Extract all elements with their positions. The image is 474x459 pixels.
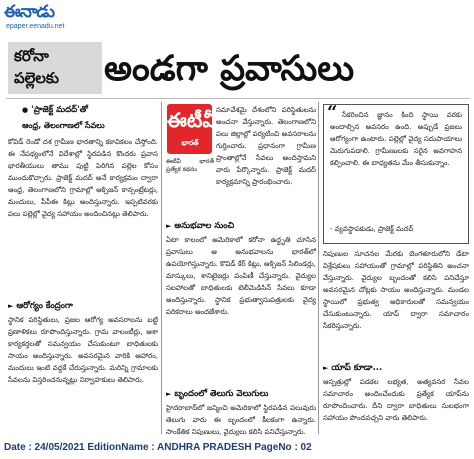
headline-divider: [6, 98, 470, 99]
quote-mark-icon: “: [327, 102, 338, 123]
arrow-right-icon: ►: [323, 364, 329, 372]
middle-section2-heading: [166, 388, 268, 400]
eenadu-logo[interactable]: ఈనాడు: [4, 2, 55, 22]
site-url[interactable]: epaper.eenadu.net: [6, 23, 65, 30]
edition-footer: Date : 24/05/2021 EditionName : ANDHRA PRADESH PageNo : 02: [4, 442, 312, 453]
middle-section-heading: [166, 220, 234, 232]
right-section-heading: [323, 362, 382, 374]
column-divider-left: [161, 102, 162, 434]
middle-section-heading-text: అనుభవాల నుంచి: [174, 221, 235, 231]
kicker-line-2: పల్లెలకు: [14, 69, 59, 87]
left-intro-body: కోవిడ్ రెండో దశ గ్రామీణ భారతాన్ని కకావికలం చేస్తోంది. ఈ నేపథ్యంలోనే విదేశాల్లో స్థిరపడిన కొందరు ప్రవాస భారతీయులు తాము పుట్టి పెరిగిన పల్లెల కోసం ముందుకొచ్చారు. ప్రాజెక్ట్ మదద్ అనే కార్యక్రమం ద్వారా ఆంధ్ర, తెలంగాణలోని గ్రామాల్లో ఆక్సిజన్ కాన్సంట్రేటర్లు, మందులు, పీపీఈ కిట్లు అందిస్తున్నారు. ఇప్పటివరకు పలు పల్లెల్లో వైద్య సహాయం అందించినట్లు తెలిపారు.: [8, 138, 158, 218]
left-section2-body: స్థానిక పరిస్థితులు, ప్రజల ఆరోగ్య అవసరాలను బట్టి ప్రణాళికలు రూపొందిస్తున్నారు. గ్రామ వాలంటీర్లు, ఆశా కార్యకర్తలతో సమన్వయం చేసుకుంటూ బాధితులకు సాయం అందిస్తున్నారు. అవసరమైన వారికి ఆహారం, మందులు ఇంటి వద్దకే చేరుస్తున్నారు. మరిన్ని గ్రామాలకు సేవలను విస్తరించనున్నట్లు నిర్వాహకులు తెలిపారు.: [8, 316, 158, 384]
middle-section2-body: హైదరాబాద్‌లో జన్మించి అమెరికాలో స్థిరపడిన పలువురు తెలుగు వారు ఈ బృందంలో కీలకంగా ఉన్నారు. సాంకేతిక నిపుణులు, వైద్యులు కలిసి పనిచేస్తున్నారు.: [166, 404, 316, 436]
headline-kicker: [8, 42, 102, 94]
column-divider-right: [318, 102, 319, 434]
masthead: [4, 2, 65, 32]
etv-logo-text: ఈటీవీ: [167, 110, 217, 132]
middle-section-body: ఏటా కాలంలో అమెరికాలో కరోనా ఉద్ధృతి చూసిన ప్రవాసులు ఆ అనుభవాలను భారత్‌లో ఉపయోగిస్తున్నారు. కొవిడ్ కేర్ కిట్లు, ఆక్సిజన్ సిలిండర్లు, మాస్కులు, శానిటైజర్లు పంపిణీ చేస్తున్నారు. వైద్యుల సలహాలతో బాధితులకు టెలీమెడిసిన్ సేవలు కూడా అందిస్తున్నారు. స్థానిక ప్రభుత్వాసుపత్రులకు వైద్య పరికరాలు అందజేశారు.: [166, 236, 316, 316]
arrow-right-icon: ►: [8, 302, 14, 310]
arrow-right-icon: ►: [166, 390, 172, 398]
middle-top-body: సమావేశమై దేశంలోని పరిస్థితులను అంచనా వేస్తున్నారు. తెలంగాణలోని పలు జిల్లాల్లో పర్యటించి అవసరాలను గుర్తించారు. ప్రధానంగా గ్రామీణ ప్రాంతాల్లోనే సేవలు అందిస్తామని వారు పేర్కొన్నారు. ప్రాజెక్ట్ మదద్ కార్యక్రమాన్ని ప్రారంభించారు.: [216, 106, 316, 186]
quote-byline: - వ్యవస్థాపకుడు, ప్రాజెక్ట్ మదద్: [330, 225, 414, 233]
quote-text: సేకరించిన జ్ఞానం కింది స్థాయి వరకు అందాల్సిన అవసరం ఉంది. అప్పుడే ప్రజలు ఆరోగ్యంగా ఉంటారు. పల్లెల్లో వైద్య సదుపాయాలు మెరుగుపడాలి. గ్రామీణులకు సరైన అవగాహన కల్పించాలి. ఈ బాధ్యతను మేం తీసుకున్నాం.: [330, 111, 462, 167]
left-intro-subheading: ఆంధ్ర, తెలంగాణలో సేవలు: [22, 121, 105, 130]
tv-caption: ఈటీవీ భారత్ ప్రత్యేక కథనం: [166, 158, 214, 173]
left-section2-heading-text: ఆరోగ్యం కేంద్రంగా: [16, 301, 73, 311]
quote-box: [323, 104, 469, 244]
left-intro-heading: [22, 104, 88, 116]
left-intro-heading-text: 'ప్రాజెక్ట్ మదద్'తో: [31, 105, 88, 115]
middle-section2-heading-text: బృందంలో తెలుగు వెలుగులు: [174, 389, 269, 399]
right-section-body: ఆస్పత్రుల్లో పడకల లభ్యత, అత్యవసర సేవల సమాచారం అందించేందుకు ప్రత్యేక యాప్‌ను రూపొందించారు. దీని ద్వారా బాధితులు సులభంగా సహాయం పొందవచ్చని వారు తెలిపారు.: [323, 378, 469, 422]
arrow-right-icon: ►: [166, 222, 172, 230]
etv-logo-brand: భారత్: [181, 139, 199, 147]
kicker-line-1: కరోనా: [14, 47, 49, 65]
right-section-heading-text: యాప్ కూడా...: [331, 363, 383, 373]
right-body: నిపుణుల సూచనల మేరకు బెంగళూరులోని డేటా విశ్లేషకులు సహాయంతో గ్రామాల్లో పరిస్థితిని అంచనా వేస్తున్నారు. వైద్యుల బృందంతో కలిసి పనిచేస్తూ అవసరమైన చోట్లకు సాయం అందిస్తున్నారు. మండల స్థాయిలో ప్రభుత్వ అధికారులతో సమన్వయం చేసుకుంటున్నారు. యాప్ ద్వారా సమాచారం సేకరిస్తున్నారు.: [323, 250, 469, 330]
main-headline: అండగా ప్రవాసులు: [104, 49, 355, 89]
left-section2-heading: [8, 300, 73, 312]
bullet-icon: ●: [22, 106, 29, 114]
